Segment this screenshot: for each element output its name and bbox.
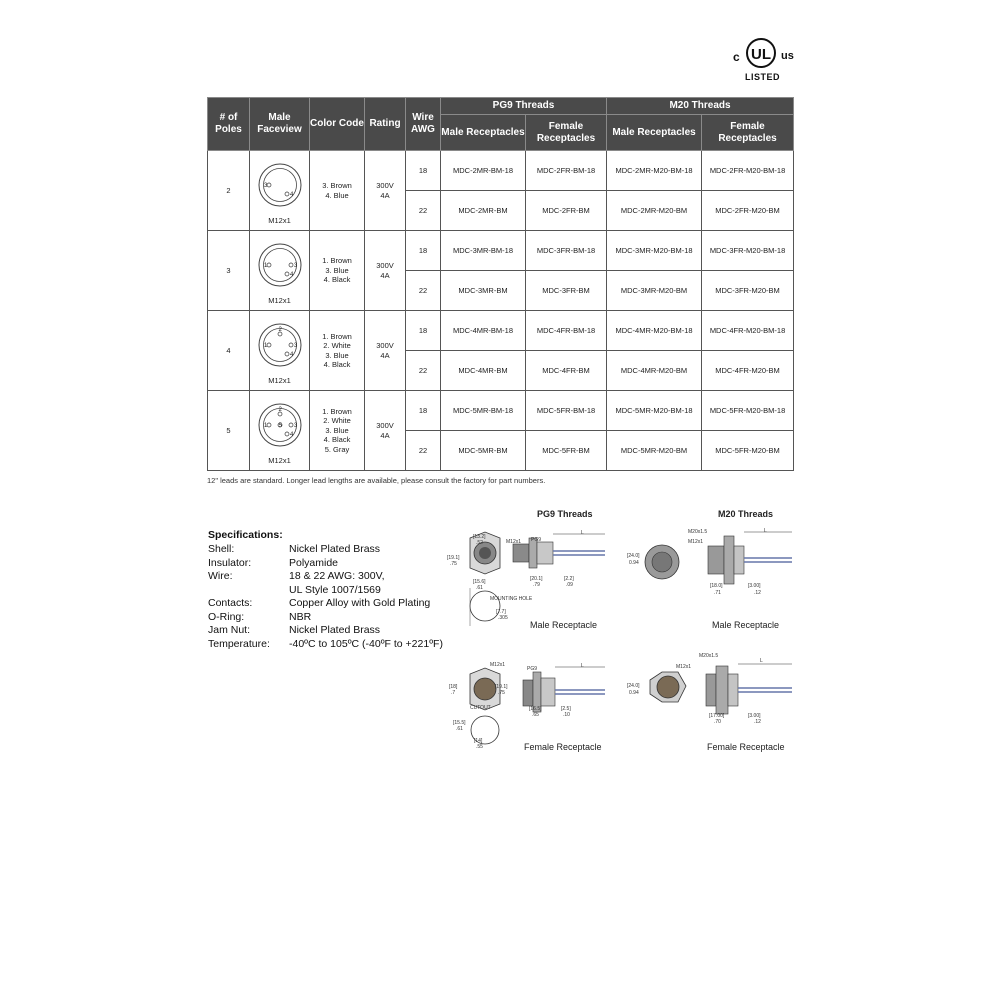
specifications-list — [208, 543, 443, 651]
part-number-cell: MDC-3FR-BM-18 — [526, 231, 607, 271]
ul-us-mark: us — [781, 50, 794, 62]
connector-thread-shape — [523, 680, 533, 706]
header-rating: Rating — [365, 98, 406, 151]
rating-value: 4A — [380, 190, 390, 200]
part-number-cell: MDC-3FR-M20-BM-18 — [702, 231, 794, 271]
dim-label: .09 — [566, 582, 573, 588]
flange-shape — [724, 536, 734, 584]
spec-key: Wire: — [208, 570, 233, 582]
connector-thread-shape — [708, 546, 724, 574]
spec-value: UL Style 1007/1569 — [289, 583, 381, 596]
spec-key: Shell: — [208, 543, 235, 555]
dim-label: .12 — [754, 719, 761, 725]
part-number-cell: MDC-3FR-M20-BM — [702, 271, 794, 311]
table-row — [208, 151, 794, 191]
part-number-cell: MDC-5FR-BM — [526, 431, 607, 471]
pin-contact — [289, 423, 293, 427]
header-wire-awg: Wire AWG — [406, 98, 441, 151]
part-number-cell: MDC-5FR-BM-18 — [526, 391, 607, 431]
pole-count: 3 — [208, 231, 250, 311]
table-row — [208, 231, 794, 271]
part-number-cell: MDC-4FR-M20-BM-18 — [702, 311, 794, 351]
pin-number-label: 4 — [289, 351, 293, 358]
spec-row — [208, 557, 443, 571]
color-code-item: 4. Black — [323, 435, 351, 445]
pin-number-label: 2 — [278, 326, 282, 333]
spec-key: Jam Nut: — [208, 624, 251, 636]
spec-value: 18 & 22 AWG: 300V, — [289, 570, 385, 582]
header-color-code: Color Code — [310, 98, 365, 151]
rating — [365, 391, 406, 471]
header-m20-male: Male Receptacles — [607, 115, 702, 151]
connector-thread-shape — [513, 544, 529, 562]
part-number-cell: MDC-4MR-M20-BM — [607, 351, 702, 391]
connector-face — [657, 676, 679, 698]
spec-key — [208, 584, 289, 598]
color-code-list — [310, 391, 365, 471]
m20-label: M20x1.5 — [688, 529, 708, 535]
pole-count: 5 — [208, 391, 250, 471]
spec-row — [208, 570, 443, 584]
spec-row — [208, 624, 443, 638]
ul-c-mark: c — [733, 50, 740, 64]
dim-label: .12 — [754, 590, 761, 596]
lead-length-footnote: 12" leads are standard. Longer lead lengths are available, please consult the factory for part numbers. — [207, 476, 546, 485]
wire-awg-cell: 18 — [406, 231, 441, 271]
part-number-cell: MDC-4FR-M20-BM — [702, 351, 794, 391]
part-number-cell: MDC-5MR-BM-18 — [441, 391, 526, 431]
part-number-cell: MDC-2MR-BM-18 — [441, 151, 526, 191]
part-number-cell: MDC-2FR-M20-BM — [702, 191, 794, 231]
connector-face-icon — [251, 315, 309, 373]
rating-value: 4A — [380, 430, 390, 440]
rating-value: 4A — [380, 270, 390, 280]
pin-contact — [267, 423, 271, 427]
header-faceview: Male Faceview — [250, 98, 310, 151]
color-code-item: 4. Black — [323, 275, 351, 285]
part-number-cell: MDC-4MR-M20-BM-18 — [607, 311, 702, 351]
ul-listed-text: LISTED — [745, 72, 781, 82]
ul-circle: UL — [746, 38, 776, 68]
dim-label: .79 — [533, 582, 540, 588]
pg9-female-caption: Female Receptacle — [524, 742, 602, 752]
body-shape — [541, 678, 555, 706]
color-code-item: 1. Brown — [322, 256, 352, 266]
part-number-cell: MDC-2FR-BM-18 — [526, 151, 607, 191]
male-faceview — [250, 391, 310, 471]
dim-label: [15.5] — [453, 720, 466, 726]
rating-value: 300V — [376, 180, 394, 190]
part-number-cell: MDC-4MR-BM-18 — [441, 311, 526, 351]
part-number-cell: MDC-2MR-BM — [441, 191, 526, 231]
part-number-cell: MDC-5FR-M20-BM-18 — [702, 391, 794, 431]
pin-contact — [289, 263, 293, 267]
rating-value: 300V — [376, 340, 394, 350]
spec-row — [208, 611, 443, 625]
dim-label: [20.1] — [530, 576, 543, 582]
m20-male-caption: Male Receptacle — [712, 620, 780, 630]
table-row — [208, 391, 794, 431]
rating-value: 300V — [376, 420, 394, 430]
thread-size-label: M12x1 — [268, 295, 291, 305]
wire-awg-cell: 18 — [406, 311, 441, 351]
dim-label: 0.94 — [629, 560, 639, 566]
color-code-item: 3. Brown — [322, 181, 352, 190]
dim-label: [18] — [449, 684, 458, 690]
dim-label: .75 — [450, 561, 457, 567]
body-shape — [537, 542, 553, 564]
part-number-cell: MDC-5MR-M20-BM-18 — [607, 391, 702, 431]
part-number-cell: MDC-5FR-M20-BM — [702, 431, 794, 471]
dim-label: [19.1] — [447, 555, 460, 561]
male-faceview — [250, 151, 310, 231]
spec-key: Temperature: — [208, 637, 270, 650]
pin-number-label: 4 — [289, 191, 293, 198]
color-code-list — [310, 311, 365, 391]
dim-label: [18.0] — [710, 583, 723, 589]
wire-awg-cell: 22 — [406, 191, 441, 231]
part-number-cell: MDC-2FR-BM — [526, 191, 607, 231]
m20-female-drawing — [630, 660, 795, 730]
dim-label: .305 — [498, 615, 508, 621]
pin-number-label: 3 — [293, 422, 297, 429]
dim-label: [16.5] — [529, 706, 542, 712]
dim-label: .70 — [714, 719, 721, 725]
pin-number-label: 1 — [263, 342, 267, 349]
length-label: L — [581, 530, 584, 536]
pin-contact — [285, 192, 289, 196]
dim-label: .65 — [532, 712, 539, 718]
dim-label: [3.00] — [748, 713, 761, 719]
wire-awg-cell: 22 — [406, 271, 441, 311]
mounting-hole-label: MOUNTING HOLE — [490, 596, 533, 602]
color-code-item: 3. Blue — [325, 425, 349, 435]
thread-size-label: M12x1 — [268, 215, 291, 225]
length-label: L — [764, 528, 767, 534]
dim-label: .75 — [498, 690, 505, 696]
pg9-label: PG9 — [531, 537, 542, 543]
header-pg9-female: Female Receptacles — [526, 115, 607, 151]
part-number-cell: MDC-5MR-M20-BM — [607, 431, 702, 471]
connector-face-icon — [251, 395, 309, 453]
part-number-cell: MDC-3MR-BM-18 — [441, 231, 526, 271]
wire-leads-shape — [738, 688, 792, 692]
dim-label: .52 — [476, 540, 483, 546]
thread-size-label: M12x1 — [268, 375, 291, 385]
dim-label: [2.5] — [561, 706, 571, 712]
m20-threads-title: M20 Threads — [718, 509, 774, 519]
connector-thread-shape — [706, 674, 716, 706]
part-number-cell: MDC-2MR-M20-BM — [607, 191, 702, 231]
male-faceview — [250, 311, 310, 391]
header-m20-threads: M20 Threads — [607, 98, 794, 115]
dim-label: .61 — [456, 726, 463, 732]
wire-awg-cell: 18 — [406, 151, 441, 191]
flange-shape — [716, 666, 728, 714]
spec-value: -40ºC to 105ºC (-40ºF to +221ºF) — [289, 637, 443, 650]
header-pg9-male: Male Receptacles — [441, 115, 526, 151]
pg9-label: PG9 — [527, 666, 538, 672]
wire-awg-cell: 18 — [406, 391, 441, 431]
dim-label: [19.1] — [495, 684, 508, 690]
pin-contact — [285, 352, 289, 356]
pole-count: 4 — [208, 311, 250, 391]
pin-number-label: 4 — [289, 271, 293, 278]
dim-label: 0.94 — [629, 690, 639, 696]
dim-label: [3.00] — [748, 583, 761, 589]
part-number-cell: MDC-3FR-BM — [526, 271, 607, 311]
color-code-item: 2. White — [323, 341, 351, 350]
pin-number-label: 5 — [278, 422, 282, 429]
pin-number-label: 3 — [293, 262, 297, 269]
pin-contact — [289, 343, 293, 347]
spec-value: Polyamide — [289, 556, 339, 569]
ul-listed-logo — [733, 36, 797, 88]
dim-label: [24.0] — [627, 683, 640, 689]
specifications — [208, 529, 443, 651]
dim-label: [13.2] — [473, 534, 486, 540]
header-pg9-threads: PG9 Threads — [441, 98, 607, 115]
length-label: L — [581, 663, 584, 669]
pin-contact — [267, 263, 271, 267]
spec-value: Nickel Plated Brass — [289, 543, 381, 555]
dim-label: [14] — [474, 738, 483, 744]
pin-contact — [267, 343, 271, 347]
spec-key: Contacts: — [208, 597, 253, 609]
dim-label: .61 — [476, 585, 483, 591]
connector-face — [652, 552, 672, 572]
body-shape — [728, 674, 738, 706]
body-shape — [734, 546, 744, 574]
rating — [365, 311, 406, 391]
dim-label: .71 — [714, 590, 721, 596]
dim-label: [24.0] — [627, 553, 640, 559]
part-number-cell: MDC-2FR-M20-BM-18 — [702, 151, 794, 191]
m12-label: M12x1 — [676, 664, 692, 670]
spec-row — [208, 597, 443, 611]
color-code-item: 3. Blue — [325, 350, 349, 360]
m20-female-caption: Female Receptacle — [707, 742, 785, 752]
specifications-title: Specifications: — [208, 529, 283, 541]
header-m20-female: Female Receptacles — [702, 115, 794, 151]
part-number-table — [207, 97, 794, 471]
color-code-list — [310, 151, 365, 231]
spec-row — [208, 638, 443, 652]
pg9-male-side-drawing — [505, 528, 610, 583]
spec-value: Copper Alloy with Gold Plating — [289, 597, 431, 609]
pin-contact — [267, 183, 271, 187]
part-number-cell: MDC-3MR-M20-BM — [607, 271, 702, 311]
dim-label: [7.7] — [496, 609, 506, 615]
rating — [365, 151, 406, 231]
part-number-cell: MDC-3MR-BM — [441, 271, 526, 311]
pin-contact — [285, 432, 289, 436]
wire-leads-shape — [553, 551, 605, 555]
m12-label: M12x1 — [490, 662, 506, 668]
m12-label: M12x1 — [506, 539, 522, 545]
connector-face-icon — [251, 155, 309, 213]
color-code-item: 5. Gray — [324, 444, 350, 454]
spec-key: O-Ring: — [208, 610, 245, 623]
header-poles: # of Poles — [208, 98, 250, 151]
pole-count: 2 — [208, 151, 250, 231]
color-code-list — [310, 231, 365, 311]
dim-label: [15.6] — [473, 579, 486, 585]
part-number-cell: MDC-4FR-BM — [526, 351, 607, 391]
m20-label: M20x1.5 — [699, 653, 719, 659]
spec-row — [208, 584, 443, 598]
thread-size-label: M12x1 — [268, 455, 291, 465]
wire-awg-cell: 22 — [406, 351, 441, 391]
dim-label: [2.2] — [564, 576, 574, 582]
pin-number-label: 1 — [263, 262, 267, 269]
rating-value: 300V — [376, 260, 394, 270]
pin-number-label: 1 — [263, 422, 267, 429]
color-code-item: 4. Blue — [325, 190, 349, 200]
dim-label: [17.00] — [709, 713, 725, 719]
color-code-item: 2. White — [323, 416, 351, 426]
color-code-item: 4. Black — [323, 360, 351, 369]
pin-contact — [285, 272, 289, 276]
color-code-item: 1. Brown — [322, 406, 352, 416]
length-label: L — [760, 658, 763, 664]
connector-pins — [479, 547, 491, 559]
pg9-threads-title: PG9 Threads — [537, 509, 593, 519]
dim-label: .10 — [563, 712, 570, 718]
spec-value: Nickel Plated Brass — [289, 624, 381, 636]
dim-label: .55 — [476, 744, 483, 750]
color-code-item: 1. Brown — [322, 331, 352, 341]
wire-awg-cell: 22 — [406, 431, 441, 471]
spec-key: Insulator: — [208, 556, 252, 569]
part-number-cell: MDC-5MR-BM — [441, 431, 526, 471]
connector-face-icon — [251, 235, 309, 293]
part-number-cell: MDC-3MR-M20-BM-18 — [607, 231, 702, 271]
rating — [365, 231, 406, 311]
rating-value: 4A — [380, 350, 390, 360]
spec-value: NBR — [289, 610, 312, 623]
wire-leads-shape — [555, 690, 605, 694]
pin-number-label: 2 — [278, 406, 282, 413]
dim-label: .7 — [451, 690, 456, 696]
table-row — [208, 311, 794, 351]
m12-label: M12x1 — [688, 539, 704, 545]
pin-number-label: 3 — [263, 182, 267, 189]
part-number-cell: MDC-4MR-BM — [441, 351, 526, 391]
spec-row — [208, 543, 443, 557]
pg9-male-caption: Male Receptacle — [530, 620, 598, 630]
wire-leads-shape — [744, 558, 792, 562]
connector-face — [474, 678, 496, 700]
male-faceview — [250, 231, 310, 311]
cutout-label: CUTOUT — [470, 705, 491, 711]
color-code-item: 3. Blue — [325, 265, 349, 275]
pin-number-label: 4 — [289, 431, 293, 438]
pin-number-label: 3 — [293, 342, 297, 349]
part-number-cell: MDC-2MR-M20-BM-18 — [607, 151, 702, 191]
part-number-cell: MDC-4FR-BM-18 — [526, 311, 607, 351]
